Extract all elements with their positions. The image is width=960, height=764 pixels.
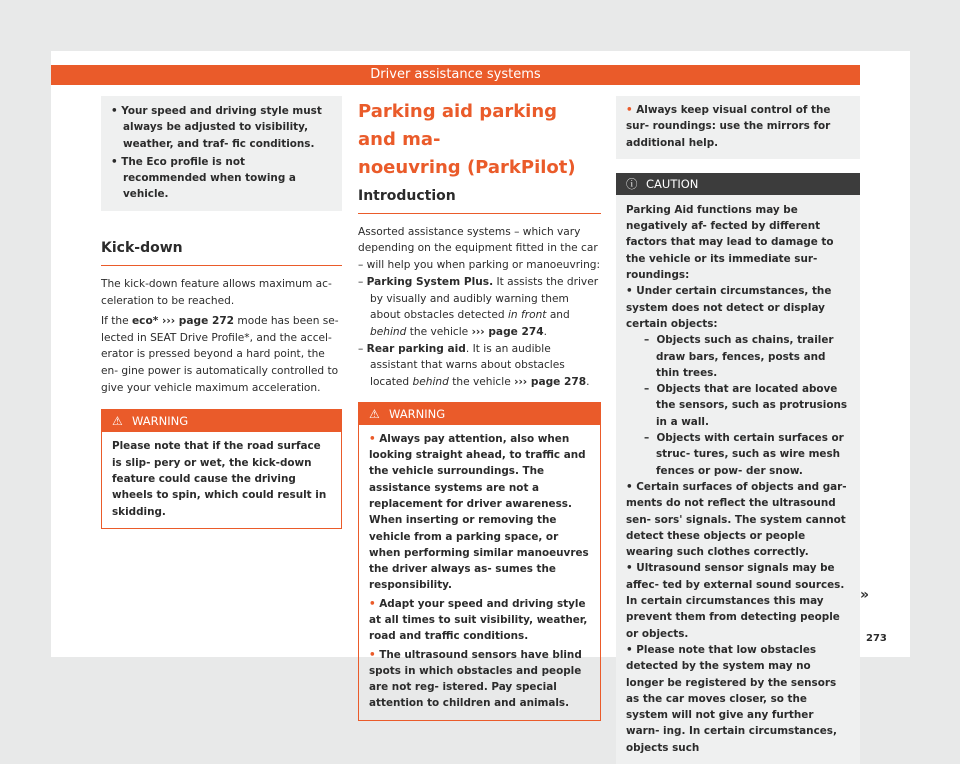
info-circle-icon: ⓘ [626, 176, 638, 191]
warning-text: Please note that if the road surface is slip- pery or wet, the kick-down feature could cause the driving wheels to spin, which could result in skidding. [112, 440, 327, 518]
continue-arrow-icon: » [860, 587, 870, 603]
caution-intro: Parking Aid functions may be negatively af- fected by different factors that may lead to damage to the vehicle or its immediate sur- roundings: [626, 203, 834, 282]
warning-bullet: • Always pay attention, also when looking straight ahead, to traffic and the vehicle surroundings. The assistance systems are not a replacement for driver awareness. When inserting or removing the vehicle from a parking space, or when performing similar manoeuvres the driver always as- sumes the responsibility. [369, 432, 589, 592]
caution-bullet: • Under certain circumstances, the system does not detect or display certain objects: [626, 285, 832, 330]
warning-bullet: • Adapt your speed and driving style at all times to suit visibility, weather, road and traffic conditions. [369, 597, 588, 643]
caution-box [616, 173, 860, 764]
right-column [616, 96, 860, 764]
caution-subitem: – Objects that are located above the sensors, such as protrusions in a wall. [644, 383, 848, 428]
section-rule [358, 213, 601, 214]
caution-header: ⓘ CAUTION [616, 173, 860, 195]
page-number: 273 [866, 633, 887, 644]
warning-bullet: • The ultrasound sensors have blind spots in which obstacles and people are not reg- istered. Pay special attention to children and animals. [369, 648, 582, 710]
warning-header: ⚠ WARNING [359, 403, 600, 425]
warning-triangle-icon: ⚠ [112, 414, 123, 429]
intro-text: Assorted assistance systems – which vary depending on the equipment fitted in the car – will help you when parking or manoeuvring: [358, 225, 601, 272]
warning-triangle-icon: ⚠ [369, 406, 380, 421]
page-header: Driver assistance systems [51, 65, 860, 85]
caution-subitem: – Objects such as chains, trailer draw bars, fences, posts and thin trees. [644, 334, 834, 379]
section-title: Parking aid parking and ma- noeuvring (ParkPilot) [358, 101, 576, 178]
kickdown-title: Kick-down [101, 239, 183, 256]
warning-header: ⚠ WARNING [102, 410, 341, 432]
notes-box [101, 96, 342, 211]
list-item: – Rear parking aid. It is an audible assistant that warns about obstacles located behind the vehicle ››› page 278. [358, 342, 590, 389]
kickdown-para1: The kick-down feature allows maximum ac- celeration to be reached. [101, 278, 332, 308]
page-ref-link[interactable]: ››› page 272 [158, 314, 235, 327]
left-column [101, 96, 342, 529]
caution-bullet: • Please note that low obstacles detected by the system may no longer be registered by the sensors as the car moves closer, so the system will not give any further warn- ing. In certain circumstances, objects such [626, 643, 837, 754]
middle-column [358, 98, 601, 721]
note-item: • Always keep visual control of the sur- roundings: use the mirrors for additional help. [626, 104, 831, 149]
introduction-subtitle: Introduction [358, 188, 456, 204]
page-ref-link[interactable]: ››› page 274 [471, 325, 544, 338]
continued-note-box [616, 96, 860, 159]
caution-bullet: • Certain surfaces of objects and gar- ments do not reflect the ultrasound sen- sors' signals. The system cannot detect these objects or people wearing such clothes correctly. [626, 480, 847, 559]
caution-body [616, 195, 860, 764]
note-item: • The Eco profile is not recommended when towing a vehicle. [111, 155, 296, 201]
warning-body [359, 425, 600, 720]
list-item: – Parking System Plus. It assists the driver by visually and audibly warning them about obstacles detected in front and behind the vehicle ››› page 274. [358, 275, 599, 338]
parking-warning-box [358, 402, 601, 721]
caution-subitem: – Objects with certain surfaces or struc- tures, such as wire mesh fences or pow- der snow. [644, 432, 844, 477]
page-ref-link[interactable]: ››› page 278 [514, 376, 587, 389]
caution-bullet: • Ultrasound sensor signals may be affec- ted by external sound sources. In certain circumstances this may prevent them from detecting people or objects. [626, 562, 845, 640]
kickdown-warning-box [101, 409, 342, 528]
section-rule [101, 265, 342, 266]
kickdown-para2: If the eco* ››› page 272 mode has been se- lected in SEAT Drive Profile*, and the accel- erator is pressed beyond a hard point, the en- gine power is automatically controlled to give your vehicle maximum acceleration. [101, 314, 339, 394]
note-item: • Your speed and driving style must always be adjusted to visibility, weather, and traf- fic conditions. [111, 105, 322, 150]
